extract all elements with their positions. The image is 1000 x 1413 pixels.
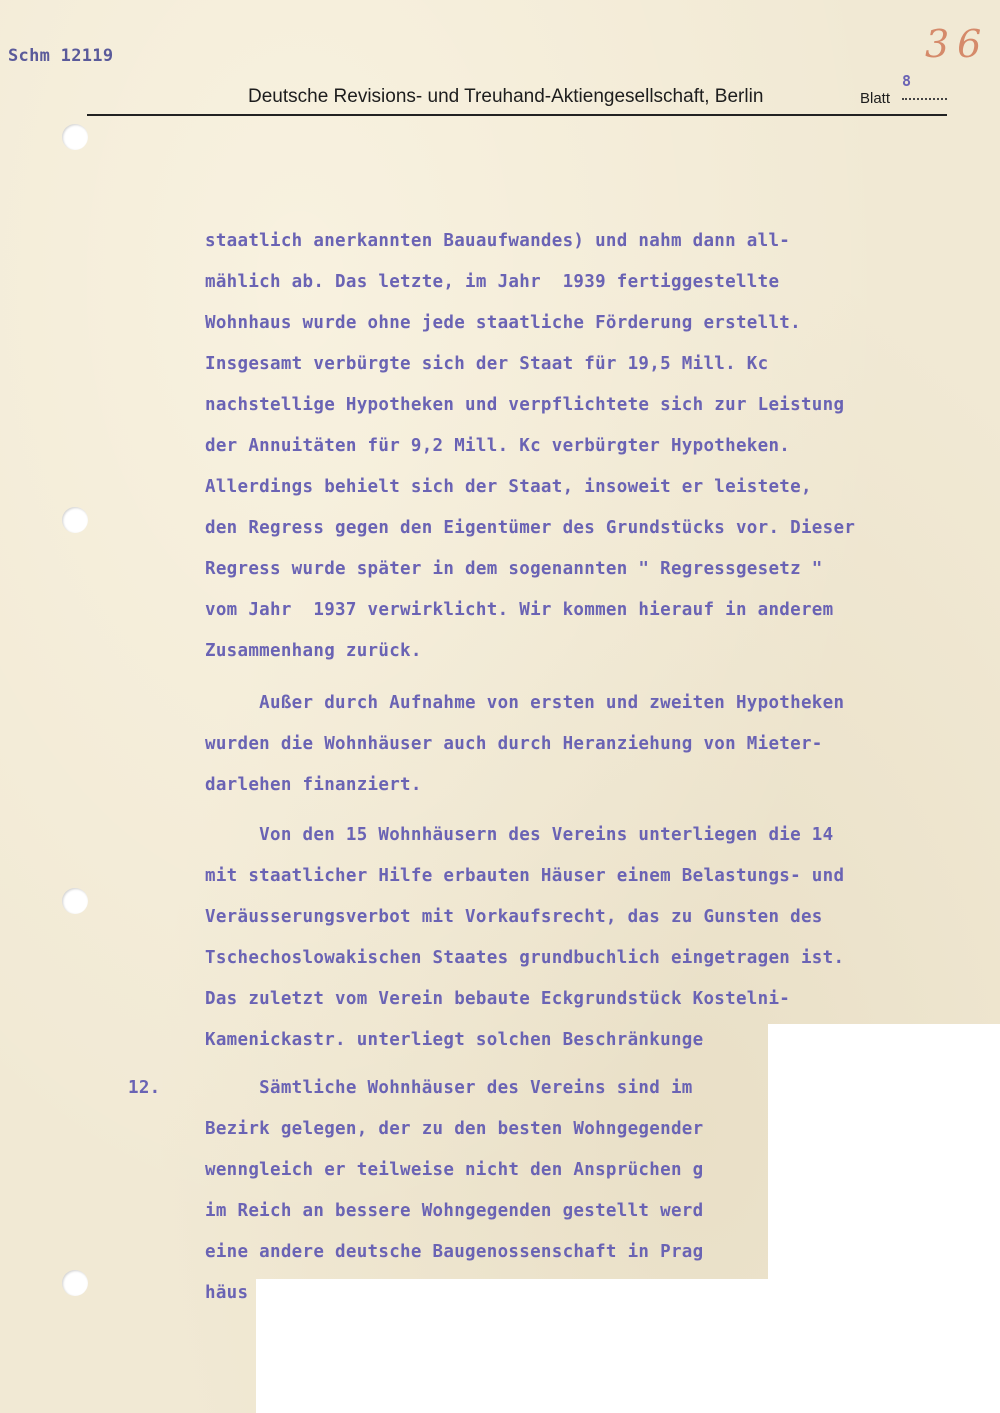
sheet-number: 8 — [902, 72, 912, 90]
body-line: Veräusserungsverbot mit Vorkaufsrecht, das zu Gunsten des — [205, 907, 823, 927]
body-line: wenngleich er teilweise nicht den Ansprüchen g — [205, 1160, 704, 1180]
body-line: Wohnhaus wurde ohne jede staatliche Förderung erstellt. — [205, 313, 801, 333]
punch-hole-bottom — [62, 1270, 88, 1296]
body-line: der Annuitäten für 9,2 Mill. Kc verbürgter Hypotheken. — [205, 436, 791, 456]
body-line: Sämtliche Wohnhäuser des Vereins sind im — [205, 1078, 693, 1098]
body-line: Tschechoslowakischen Staates grundbuchlich eingetragen ist. — [205, 948, 845, 968]
punch-hole-middle — [62, 507, 88, 533]
body-line: nachstellige Hypotheken und verpflichtete sich zur Leistung — [205, 395, 845, 415]
body-line: Kamenickastr. unterliegt solchen Beschränkunge — [205, 1030, 704, 1050]
punch-hole-lower — [62, 888, 88, 914]
body-line: wurden die Wohnhäuser auch durch Heranziehung von Mieter- — [205, 734, 823, 754]
body-line: darlehen finanziert. — [205, 775, 422, 795]
body-line: den Regress gegen den Eigentümer des Grundstücks vor. Dieser — [205, 518, 856, 538]
sheet-label: Blatt — [860, 90, 891, 107]
body-line: eine andere deutsche Baugenossenschaft in Prag — [205, 1242, 704, 1262]
body-line: Außer durch Aufnahme von ersten und zweiten Hypotheken — [205, 693, 845, 713]
body-line: Insgesamt verbürgte sich der Staat für 19,5 Mill. Kc — [205, 354, 769, 374]
letterhead-company: Deutsche Revisions- und Treuhand-Aktiengesellschaft, Berlin — [248, 86, 764, 107]
punch-hole-top — [62, 124, 88, 150]
body-line: Bezirk gelegen, der zu den besten Wohngegender — [205, 1119, 704, 1139]
redaction-block-bottom — [256, 1279, 1000, 1413]
file-reference: Schm 12119 — [8, 46, 114, 66]
body-line: mit staatlicher Hilfe erbauten Häuser einem Belastungs- und — [205, 866, 845, 886]
body-line: Allerdings behielt sich der Staat, insoweit er leistete, — [205, 477, 812, 497]
handwritten-page-number: 36 — [925, 22, 990, 66]
body-line: Von den 15 Wohnhäusern des Vereins unterliegen die 14 — [205, 825, 834, 845]
body-line: mählich ab. Das letzte, im Jahr 1939 fertiggestellte — [205, 272, 780, 292]
sheet-dotted-line — [902, 98, 947, 100]
body-line: Das zuletzt vom Verein bebaute Eckgrundstück Kostelni- — [205, 989, 791, 1009]
header-rule — [87, 114, 947, 116]
body-line: staatlich anerkannten Bauaufwandes) und nahm dann all- — [205, 231, 791, 251]
body-line: im Reich an bessere Wohngegenden gestellt werd — [205, 1201, 704, 1221]
body-line: häus — [205, 1283, 249, 1303]
body-line: vom Jahr 1937 verwirklicht. Wir kommen hierauf in anderem — [205, 600, 834, 620]
section-number: 12. — [128, 1078, 161, 1098]
body-line: Zusammenhang zurück. — [205, 641, 422, 661]
body-line: Regress wurde später in dem sogenannten " Regressgesetz " — [205, 559, 823, 579]
